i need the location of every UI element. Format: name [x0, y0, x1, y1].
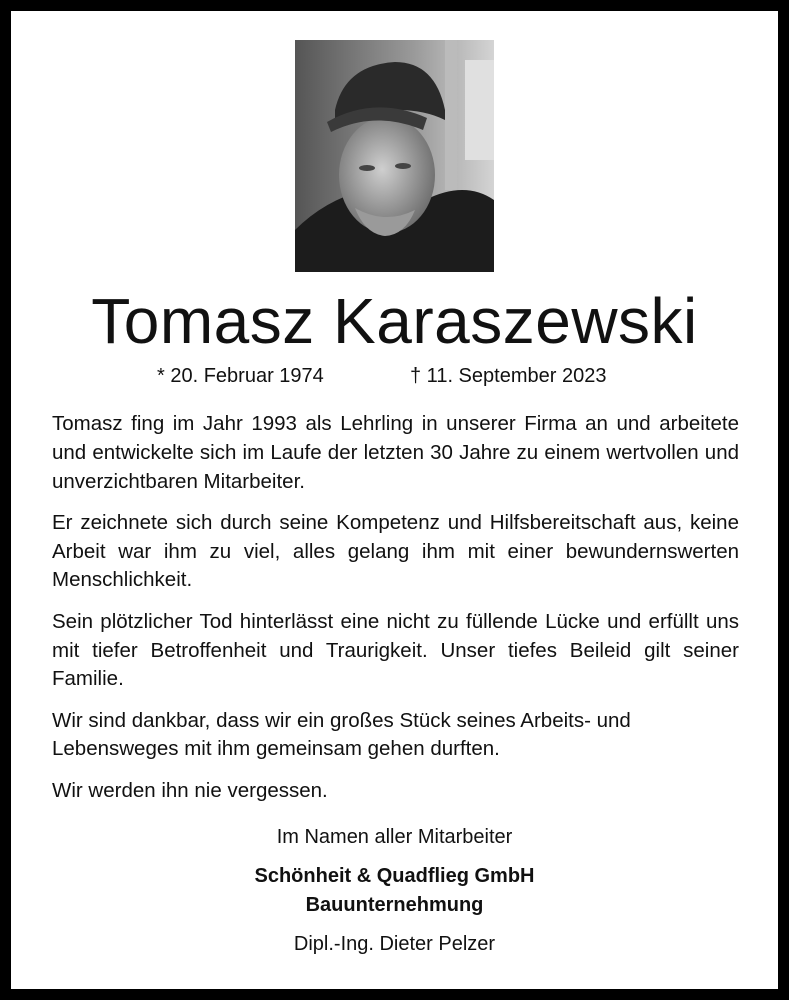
- paragraph: Wir sind dankbar, dass wir ein großes Stück seines Arbeits- und Lebensweges mit ihm gemeinsam gehen durften.: [52, 708, 631, 761]
- paragraph: Tomasz fing im Jahr 1993 als Lehrling in unserer Firma an und arbeitete und entwickelte sich im Laufe der letzten 30 Jahre zu einem wertvollen und unverzichtbaren Mitarbeiter.: [52, 412, 739, 493]
- life-dates: [0, 365, 789, 391]
- paragraph: Wir werden ihn nie vergessen.: [52, 778, 328, 802]
- paragraph: Er zeichnete sich durch seine Kompetenz und Hilfsbereitschaft aus, keine Arbeit war ihm zu viel, alles gelang ihm mit einer bewundernswerten Menschlichkeit.: [52, 510, 739, 592]
- portrait-photo: [295, 40, 494, 272]
- birth-date: * 20. Februar 1974: [157, 365, 324, 387]
- signer-name: Dipl.-Ing. Dieter Pelzer: [293, 933, 496, 955]
- company-type: Bauunternehmung: [305, 894, 484, 916]
- signature-intro: Im Namen aller Mitarbeiter: [276, 826, 513, 848]
- company-name: Schönheit & Quadflieg GmbH: [254, 865, 535, 887]
- obituary-text: [52, 410, 739, 818]
- signature-block: [0, 823, 789, 958]
- deceased-name: Tomasz Karaszewski: [91, 285, 698, 357]
- death-date: † 11. September 2023: [410, 365, 607, 387]
- paragraph: Sein plötzlicher Tod hinterlässt eine nicht zu füllende Lücke und erfüllt uns mit tiefer Betroffenheit und Traurigkeit. Unser tiefes Beileid gilt seiner Familie.: [52, 609, 739, 691]
